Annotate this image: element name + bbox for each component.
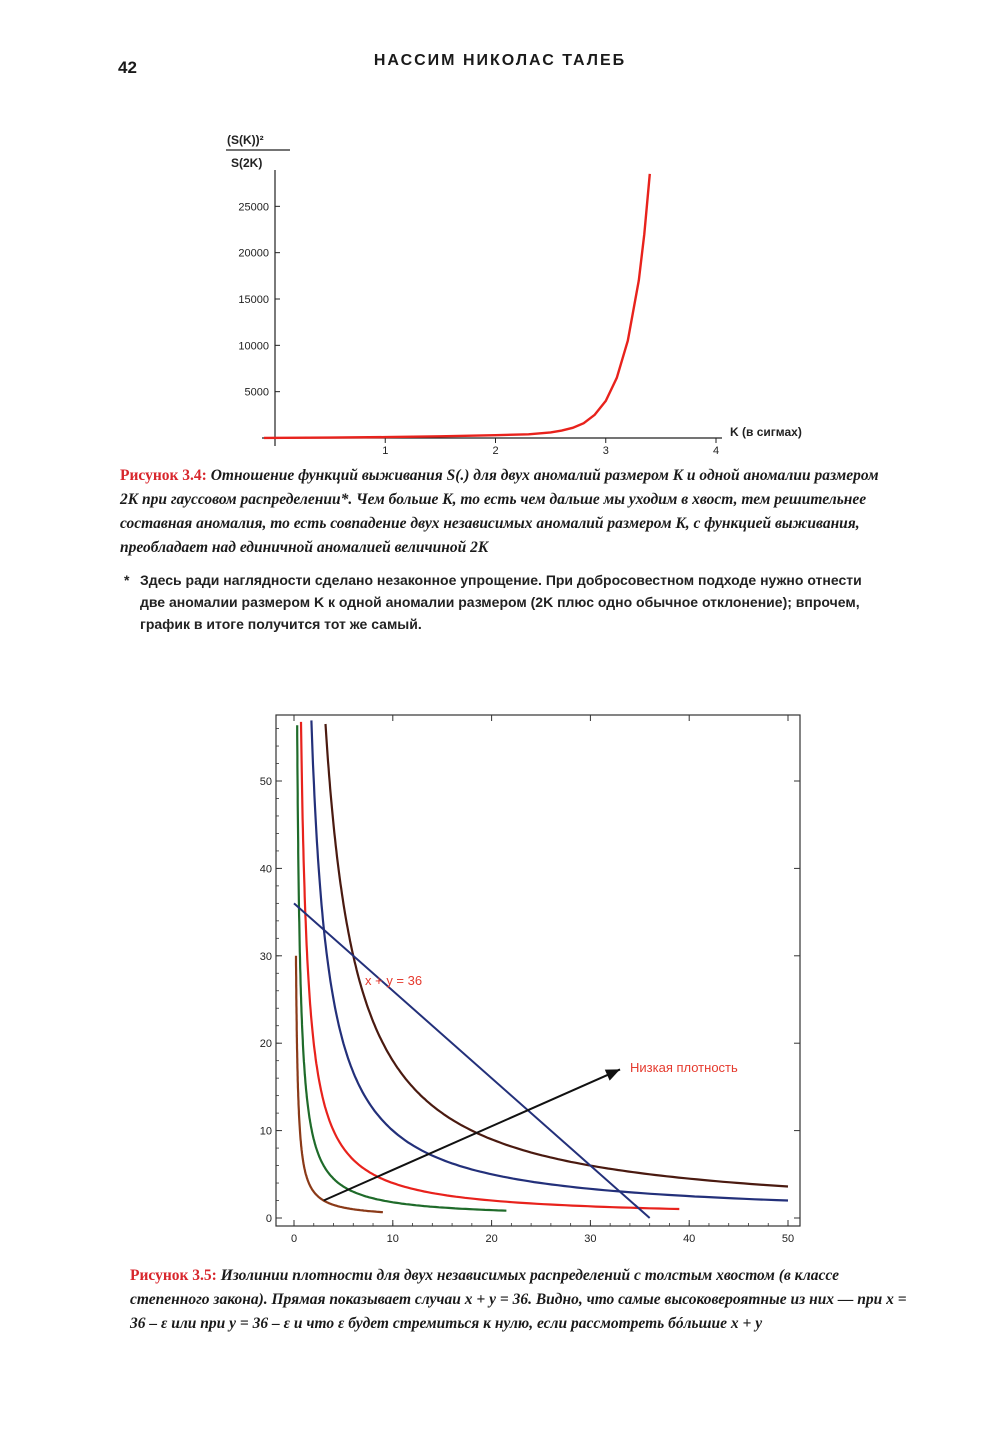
- low-density-label: Низкая плотность: [630, 1060, 738, 1075]
- figure-3-5-caption-text: Изолинии плотности для двух независимых распределений с толстым хвостом (в классе степенного закона). Прямая показывает случаи x + y = 36. Видно, что самые высоковероятные из них — при x = 36 – ε или при y = 36 – ε и что ε будет стремиться к нулю, если рассмотреть бóльшие x + y: [130, 1267, 907, 1332]
- x-axis-label: K (в сигмах): [730, 425, 802, 439]
- y-tick-label: 5000: [244, 386, 269, 399]
- y-tick-label: 20000: [238, 247, 269, 260]
- running-head: НАССИМ НИКОЛАС ТАЛЕБ: [373, 52, 627, 69]
- x-tick-label: 4: [712, 445, 720, 457]
- series-line-ratio: [264, 174, 650, 438]
- y-tick-label: 15000: [238, 294, 269, 306]
- low-density-arrow: [324, 1069, 620, 1200]
- y-tick-label: 50: [259, 776, 272, 788]
- x-plus-y-line: [294, 903, 650, 1218]
- x-plus-y-label: x + y = 36: [365, 973, 423, 988]
- x-tick-label: 0: [290, 1233, 298, 1245]
- y-tick-label: 25000: [238, 201, 269, 214]
- x-tick-label: 40: [683, 1233, 696, 1245]
- x-tick-label: 10: [386, 1233, 399, 1245]
- plot-frame: [276, 715, 800, 1226]
- y-tick-label: 10: [259, 1125, 272, 1138]
- x-tick-label: 30: [584, 1233, 597, 1245]
- x-tick-label: 20: [485, 1233, 498, 1245]
- y-tick-label: 30: [259, 950, 272, 963]
- y-axis-label-numerator: (S(K))²: [227, 133, 264, 147]
- x-tick-label: 1: [382, 445, 389, 457]
- x-tick-label: 50: [781, 1233, 795, 1245]
- footnote-star: *: [124, 572, 130, 588]
- y-tick-label: 10000: [238, 340, 269, 353]
- y-axis-label-denominator: S(2K): [231, 156, 263, 170]
- footnote-text: Здесь ради наглядности сделано незаконное упрощение. При добросовестном подходе нужно отнести две аномалии размером K к одной аномалии размером (2K плюс одно обычное отклонение); впрочем, график в итоге получится тот же самый.: [140, 572, 862, 632]
- page-number: 42: [118, 58, 137, 77]
- figure-3-5-label: Рисунок 3.5:: [130, 1267, 217, 1284]
- figure-3-4-chart: [0, 0, 1000, 460]
- x-tick-label: 3: [602, 445, 609, 457]
- figure-3-4-footnote: [124, 569, 880, 635]
- figure-3-4-label: Рисунок 3.4:: [120, 467, 207, 484]
- y-tick-label: 40: [259, 863, 272, 876]
- x-tick-label: 2: [492, 445, 499, 457]
- series-line-contour-3: [301, 722, 679, 1209]
- figure-3-4-caption-text: Отношение функций выживания S(.) для двух аномалий размером K и одной аномалии размером 2K при гауссовом распределении*. Чем больше K, то есть чем дальше мы уходим в хвост, тем решительнее составная аномалия, то есть совпадение двух независимых аномалий размером K, с функцией выживания, преобладает над единичной аномалией величиной 2K: [120, 467, 879, 556]
- y-tick-label: 20: [259, 1038, 272, 1051]
- y-tick-label: 0: [265, 1213, 272, 1225]
- figure-3-5-caption: [130, 1264, 910, 1336]
- figure-3-5-chart: [0, 700, 1000, 1260]
- series-line-contour-5: [326, 724, 789, 1187]
- figure-3-4-caption: [120, 464, 880, 560]
